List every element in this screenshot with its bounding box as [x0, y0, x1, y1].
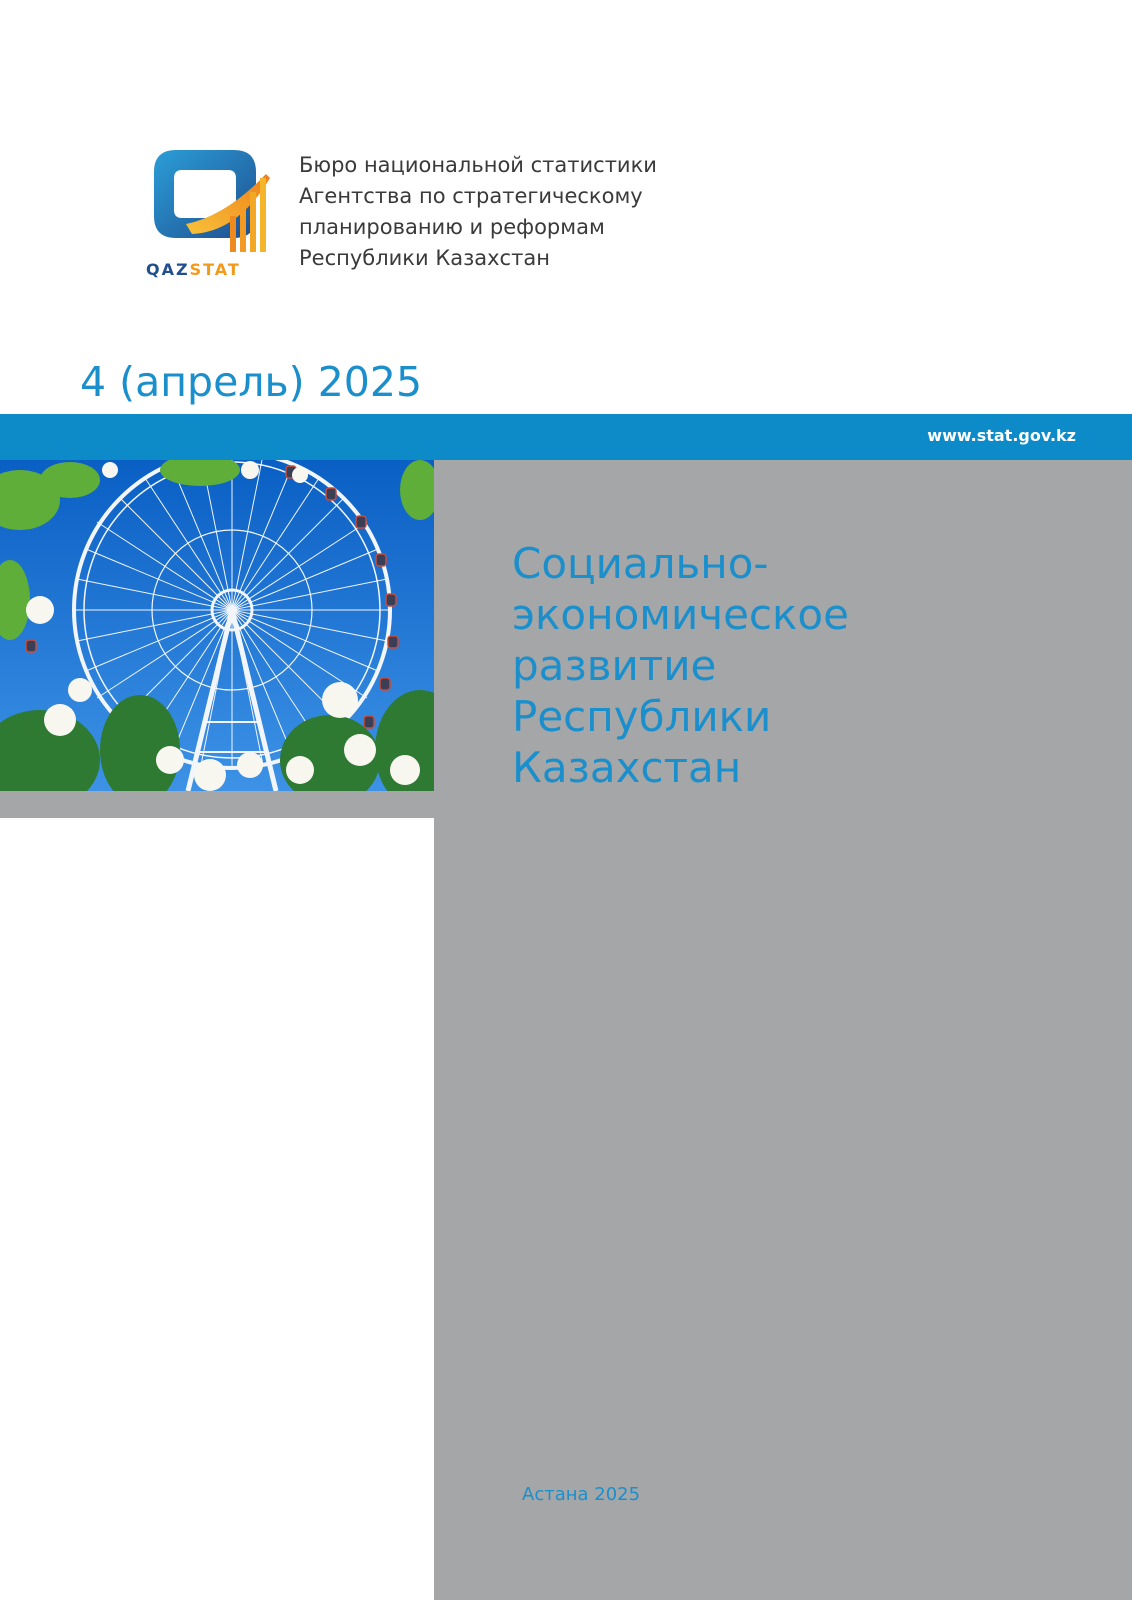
qazstat-logo	[146, 146, 276, 286]
issue-date: 4 (апрель) 2025	[80, 358, 423, 406]
organization-line: Республики Казахстан	[299, 246, 550, 270]
cover-title-line: развитие	[512, 641, 717, 690]
organization-line: Бюро национальной статистики	[299, 153, 657, 177]
qazstat-q-emblem-icon	[146, 146, 276, 260]
cover-title-line: Социально-	[512, 539, 769, 588]
cover-title-line: Казахстан	[512, 743, 742, 792]
cover-photo-ferris-wheel	[0, 460, 434, 791]
photo-bottom-strip	[0, 791, 434, 818]
organization-name	[299, 150, 657, 274]
header-band	[0, 414, 1132, 460]
publication-place-year: Астана 2025	[522, 1484, 641, 1505]
organization-line: Агентства по стратегическому	[299, 184, 643, 208]
cover-title-line: Республики	[512, 692, 772, 741]
website-url[interactable]: www.stat.gov.kz	[927, 426, 1076, 445]
cover-title	[512, 538, 849, 793]
qazstat-wordmark: QAZSTAT	[146, 260, 241, 279]
organization-line: планированию и реформам	[299, 215, 605, 239]
cover-title-line: экономическое	[512, 590, 849, 639]
